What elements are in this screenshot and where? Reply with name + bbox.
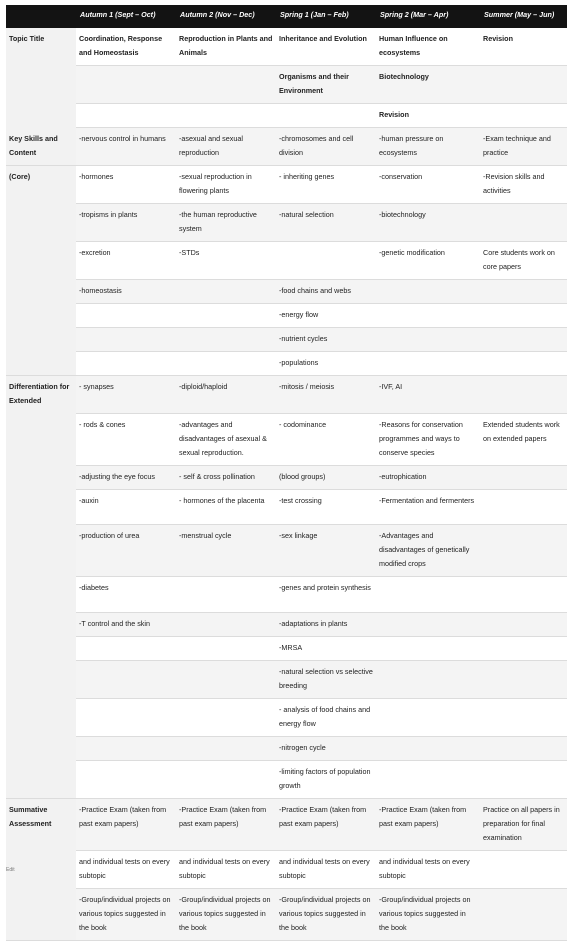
table-cell: -food chains and webs	[276, 280, 376, 304]
table-cell: -Revision skills and activities	[480, 166, 567, 204]
table-cell: -biotechnology	[376, 204, 480, 242]
table-cell	[376, 613, 480, 637]
table-cell: -nervous control in humans	[76, 128, 176, 166]
table-cell: Inheritance and Evolution	[276, 28, 376, 66]
table-cell: and individual tests on every subtopic	[276, 851, 376, 889]
row-label	[6, 761, 76, 799]
row-label	[6, 525, 76, 577]
row-label	[6, 699, 76, 737]
table-cell: Coordination, Response and Homeostasis	[76, 28, 176, 66]
table-row	[6, 66, 567, 104]
table-cell: - self & cross pollination	[176, 466, 276, 490]
table-cell	[480, 637, 567, 661]
header-autumn-2: Autumn 2 (Nov – Dec)	[176, 5, 276, 28]
table-row	[6, 637, 567, 661]
table-cell: -hormones	[76, 166, 176, 204]
table-cell	[480, 204, 567, 242]
table-cell: -nutrient cycles	[276, 328, 376, 352]
table-cell: Reproduction in Plants and Animals	[176, 28, 276, 66]
table-cell: -Fermentation and fermenters	[376, 490, 480, 525]
table-cell: - inheriting genes	[276, 166, 376, 204]
table-cell: Revision	[480, 28, 567, 66]
table-cell: -diploid/haploid	[176, 376, 276, 414]
table-cell	[376, 661, 480, 699]
table-cell	[176, 761, 276, 799]
row-label	[6, 851, 76, 889]
table-cell	[480, 613, 567, 637]
table-cell	[480, 280, 567, 304]
table-cell: -test crossing	[276, 490, 376, 525]
header-corner	[6, 5, 76, 28]
table-row	[6, 799, 567, 851]
table-cell	[376, 328, 480, 352]
row-label	[6, 661, 76, 699]
table-cell: -tropisms in plants	[76, 204, 176, 242]
table-cell	[276, 242, 376, 280]
row-label	[6, 637, 76, 661]
table-cell	[76, 761, 176, 799]
table-cell	[376, 637, 480, 661]
table-cell	[480, 851, 567, 889]
table-cell: -limiting factors of population growth	[276, 761, 376, 799]
table-cell: -genes and protein synthesis	[276, 577, 376, 613]
table-cell: -sexual reproduction in flowering plants	[176, 166, 276, 204]
table-cell	[76, 737, 176, 761]
table-cell: -sex linkage	[276, 525, 376, 577]
table-row	[6, 889, 567, 941]
table-cell	[480, 328, 567, 352]
table-cell: -excretion	[76, 242, 176, 280]
row-label	[6, 204, 76, 242]
table-cell	[76, 352, 176, 376]
table-cell: -Group/individual projects on various topics suggested in the book	[276, 889, 376, 941]
table-cell	[176, 577, 276, 613]
table-cell	[176, 66, 276, 104]
table-cell: -Group/individual projects on various topics suggested in the book	[76, 889, 176, 941]
table-cell: Organisms and their Environment	[276, 66, 376, 104]
row-label: (Core)	[6, 166, 76, 204]
table-cell: -IVF, AI	[376, 376, 480, 414]
row-label	[6, 414, 76, 466]
table-cell	[480, 761, 567, 799]
table-cell	[480, 466, 567, 490]
table-cell: Core students work on core papers	[480, 242, 567, 280]
table-cell	[480, 525, 567, 577]
header-summer: Summer (May – Jun)	[480, 5, 567, 28]
table-cell	[376, 304, 480, 328]
edit-link[interactable]: Edit	[6, 867, 15, 873]
table-cell	[480, 699, 567, 737]
table-row	[6, 242, 567, 280]
table-cell	[480, 577, 567, 613]
table-cell	[176, 637, 276, 661]
table-cell: -the human reproductive system	[176, 204, 276, 242]
curriculum-table	[6, 5, 567, 941]
table-row	[6, 304, 567, 328]
table-row	[6, 466, 567, 490]
table-cell	[480, 490, 567, 525]
table-cell: Practice on all papers in preparation for final examination	[480, 799, 567, 851]
table-row	[6, 204, 567, 242]
table-cell: -natural selection	[276, 204, 376, 242]
row-label: Key Skills and Content	[6, 128, 76, 166]
row-label	[6, 490, 76, 525]
table-row	[6, 376, 567, 414]
table-cell	[76, 661, 176, 699]
table-cell: -auxin	[76, 490, 176, 525]
table-row	[6, 577, 567, 613]
table-cell	[176, 280, 276, 304]
table-cell: -T control and the skin	[76, 613, 176, 637]
row-label	[6, 328, 76, 352]
table-cell	[176, 699, 276, 737]
table-cell: -MRSA	[276, 637, 376, 661]
table-cell: and individual tests on every subtopic	[76, 851, 176, 889]
table-cell	[480, 104, 567, 128]
row-label	[6, 577, 76, 613]
table-cell: - analysis of food chains and energy flow	[276, 699, 376, 737]
table-cell	[480, 304, 567, 328]
row-label	[6, 737, 76, 761]
table-row	[6, 166, 567, 204]
header-spring-1: Spring 1 (Jan – Feb)	[276, 5, 376, 28]
table-cell	[376, 352, 480, 376]
table-cell: -conservation	[376, 166, 480, 204]
table-cell: -Practice Exam (taken from past exam papers)	[76, 799, 176, 851]
table-cell: -production of urea	[76, 525, 176, 577]
row-label: Summative Assessment	[6, 799, 76, 851]
table-row	[6, 525, 567, 577]
table-row	[6, 761, 567, 799]
table-cell: - rods & cones	[76, 414, 176, 466]
table-cell	[376, 737, 480, 761]
table-cell: and individual tests on every subtopic	[376, 851, 480, 889]
row-label	[6, 242, 76, 280]
table-cell: Biotechnology	[376, 66, 480, 104]
row-label	[6, 889, 76, 941]
table-row	[6, 280, 567, 304]
table-cell	[76, 637, 176, 661]
table-cell: -Practice Exam (taken from past exam papers)	[276, 799, 376, 851]
row-label: Topic Title	[6, 28, 76, 66]
table-row	[6, 128, 567, 166]
table-row	[6, 661, 567, 699]
table-cell	[480, 376, 567, 414]
table-row	[6, 414, 567, 466]
table-cell	[376, 699, 480, 737]
row-label	[6, 613, 76, 637]
table-cell	[480, 661, 567, 699]
table-row	[6, 328, 567, 352]
table-row	[6, 352, 567, 376]
table-cell	[176, 304, 276, 328]
table-cell: -Advantages and disadvantages of genetically modified crops	[376, 525, 480, 577]
table-cell: -homeostasis	[76, 280, 176, 304]
table-header	[6, 5, 567, 28]
table-cell: -adaptations in plants	[276, 613, 376, 637]
table-cell	[176, 737, 276, 761]
table-cell: -asexual and sexual reproduction	[176, 128, 276, 166]
table-cell	[480, 889, 567, 941]
row-label	[6, 280, 76, 304]
table-cell: -eutrophication	[376, 466, 480, 490]
table-cell: -populations	[276, 352, 376, 376]
table-cell	[276, 104, 376, 128]
table-cell: -Practice Exam (taken from past exam papers)	[376, 799, 480, 851]
table-cell: -Group/individual projects on various topics suggested in the book	[376, 889, 480, 941]
table-cell	[76, 104, 176, 128]
table-cell	[176, 104, 276, 128]
table-cell: -energy flow	[276, 304, 376, 328]
table-cell	[76, 699, 176, 737]
table-cell: - hormones of the placenta	[176, 490, 276, 525]
table-cell	[176, 328, 276, 352]
table-cell: Human Influence on ecosystems	[376, 28, 480, 66]
table-row	[6, 28, 567, 66]
table-cell: -Reasons for conservation programmes and ways to conserve species	[376, 414, 480, 466]
table-cell: -Exam technique and practice	[480, 128, 567, 166]
table-cell: -menstrual cycle	[176, 525, 276, 577]
table-cell	[176, 613, 276, 637]
table-cell: -chromosomes and cell division	[276, 128, 376, 166]
table-cell	[176, 352, 276, 376]
table-cell	[376, 761, 480, 799]
table-cell: Revision	[376, 104, 480, 128]
table-cell	[480, 737, 567, 761]
table-cell: -human pressure on ecosystems	[376, 128, 480, 166]
table-cell: (blood groups)	[276, 466, 376, 490]
table-row	[6, 699, 567, 737]
table-cell: - codominance	[276, 414, 376, 466]
table-cell: -genetic modification	[376, 242, 480, 280]
table-cell: - synapses	[76, 376, 176, 414]
table-cell: Extended students work on extended papers	[480, 414, 567, 466]
table-row	[6, 851, 567, 889]
table-cell: -adjusting the eye focus	[76, 466, 176, 490]
table-cell	[376, 280, 480, 304]
table-row	[6, 613, 567, 637]
table-cell: -diabetes	[76, 577, 176, 613]
row-label	[6, 466, 76, 490]
table-cell: -Group/individual projects on various topics suggested in the book	[176, 889, 276, 941]
row-label	[6, 66, 76, 104]
header-spring-2: Spring 2 (Mar – Apr)	[376, 5, 480, 28]
table-cell	[480, 352, 567, 376]
table-cell: -STDs	[176, 242, 276, 280]
table-cell: -advantages and disadvantages of asexual & sexual reproduction.	[176, 414, 276, 466]
table-cell: -mitosis / meiosis	[276, 376, 376, 414]
row-label: Differentiation for Extended	[6, 376, 76, 414]
table-row	[6, 490, 567, 525]
table-cell	[480, 66, 567, 104]
row-label	[6, 104, 76, 128]
table-cell	[376, 577, 480, 613]
table-cell	[76, 328, 176, 352]
row-label	[6, 304, 76, 328]
row-label	[6, 352, 76, 376]
table-row	[6, 737, 567, 761]
table-row	[6, 104, 567, 128]
table-cell: and individual tests on every subtopic	[176, 851, 276, 889]
table-cell	[176, 661, 276, 699]
table-cell	[76, 304, 176, 328]
table-cell: -Practice Exam (taken from past exam papers)	[176, 799, 276, 851]
table-cell	[76, 66, 176, 104]
table-cell: -natural selection vs selective breeding	[276, 661, 376, 699]
table-body	[6, 28, 567, 941]
header-autumn-1: Autumn 1 (Sept – Oct)	[76, 5, 176, 28]
table-cell: -nitrogen cycle	[276, 737, 376, 761]
